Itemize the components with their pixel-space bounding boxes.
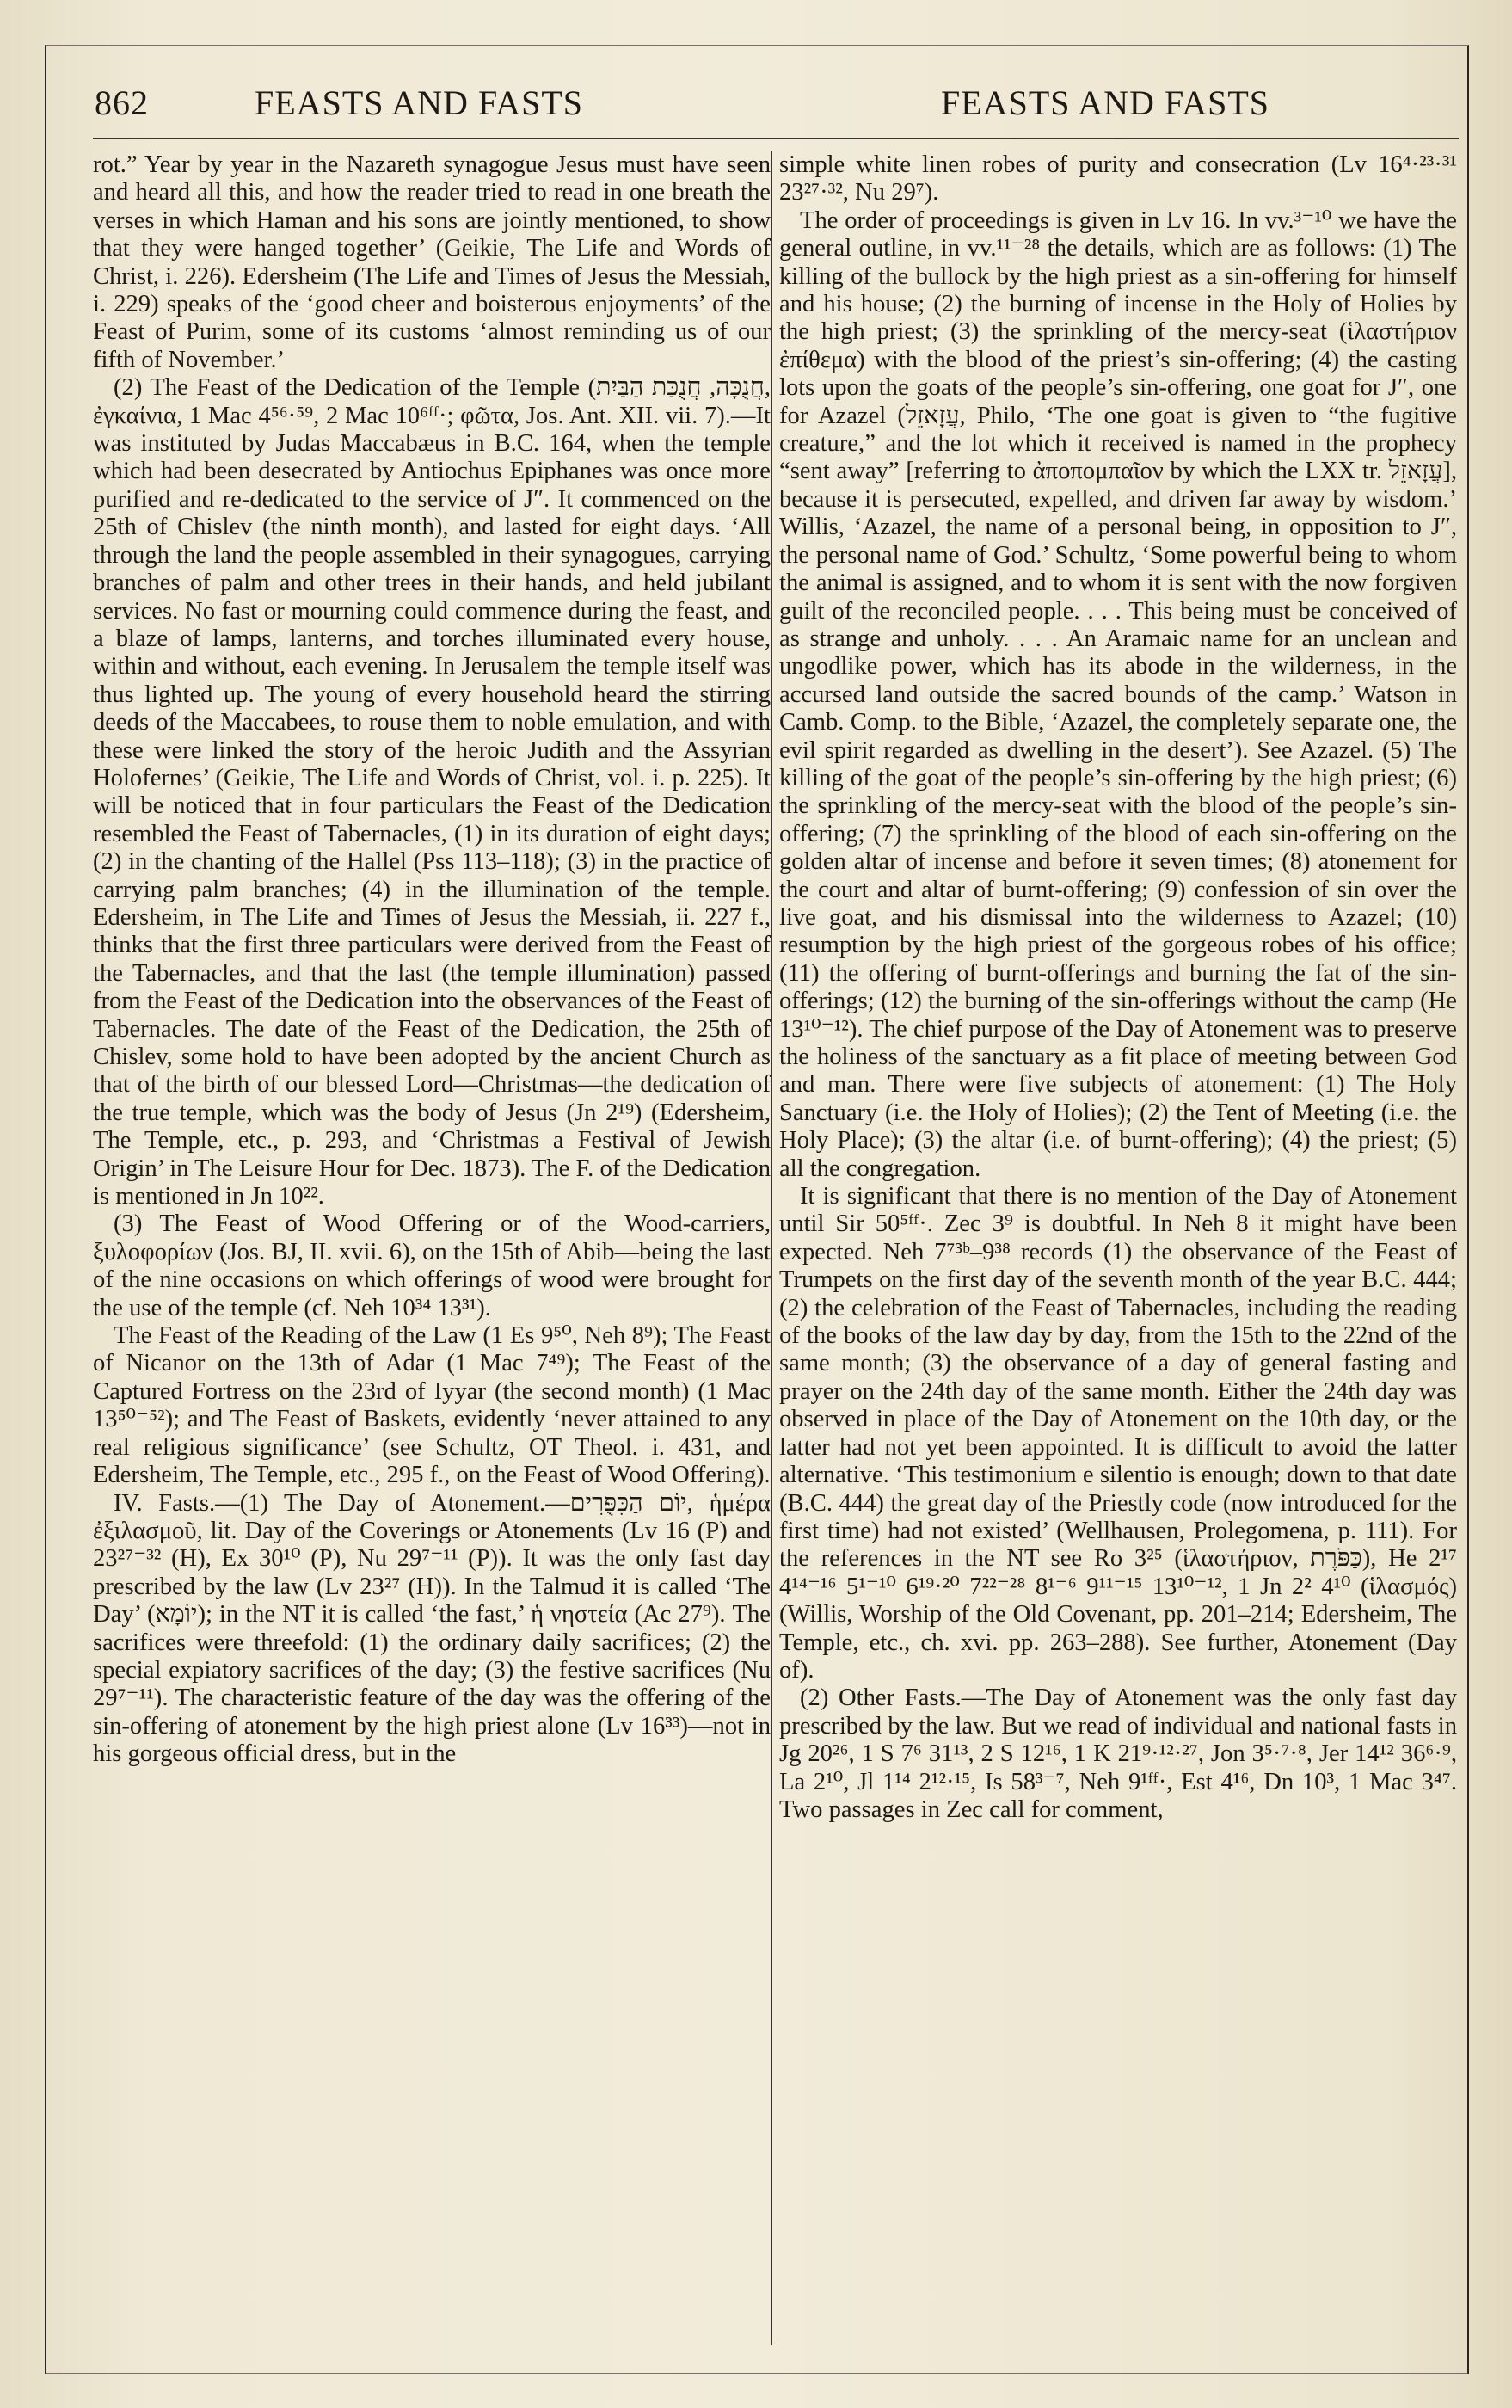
paragraph: It is significant that there is no mention of the Day of Atonement until Sir 50⁵ᶠᶠ·. Zec 3⁹ is doubtful. In Neh 8 it might have been expected. Neh 7⁷³ᵇ–9³⁸ records (1) the observance of the Feast of Trumpets on the first day of the seventh month of the year B.C. 444; (2) the celebration of the Feast of Tabernacles, including the reading of the books of the law day by day, from the 15th to the 22nd of the same month; (3) the observance of a day of general fasting and prayer on the 24th day of the same month. Either the 24th day was observed in place of the Day of Atonement on the 10th day, or the latter had not yet been appointed. It is difficult to avoid the latter alternative. ‘This testimonium e silentio is enough; down to that date (B.C. 444) the great day of the Priestly code (now introduced for the first time) had not existed’ (Wellhausen, Prolegomena, p. 111). For the references in the NT see Ro 3²⁵ (ἱλαστήριον, כַּפֹּרֶת), He 2¹⁷ 4¹⁴⁻¹⁶ 5¹⁻¹⁰ 6¹⁹·²⁰ 7²²⁻²⁸ 8¹⁻⁶ 9¹¹⁻¹⁵ 13¹⁰⁻¹², 1 Jn 2² 4¹⁰ (ἱλασμός) (Willis, Worship of the Old Covenant, pp. 201–214; Edersheim, The Temple, etc., ch. xvi. pp. 263–288). See further, Atonement (Day of). xyxy=(779,1183,1457,1684)
running-title-right: FEASTS AND FASTS xyxy=(941,83,1270,122)
paragraph: The order of proceedings is given in Lv 16. In vv.³⁻¹⁰ we have the general outline, in vv.¹¹⁻²⁸ the details, which are as follows: (1) The killing of the bullock by the high priest as a sin-offering for himself and his house; (2) the burning of incense in the Holy of Holies by the high priest; (3) the sprinkling of the mercy-seat (ἱλαστήριον ἐπίθεμα) with the blood of the priest’s sin-offering; (4) the casting lots upon the goats of the people’s sin-offering, one goat for J″, one for Azazel (עֲזָאזֵל, Philo, ‘The one goat is given to “the fugitive creature,” and the lot which it received is named in the prophecy “sent away” [referring to ἀποπομπαῖον by which the LXX tr. עֲזָאזֵל], because it is persecuted, expelled, and driven far away by wisdom.’ Willis, ‘Azazel, the name of a personal being, in opposition to J″, the personal name of God.’ Schultz, ‘Some powerful being to whom the animal is assigned, and to whom it is sent with the now forgiven guilt of the reconciled people. . . . This being must be conceived of as strange and unholy. . . . An Aramaic name for an unclean and ungodlike power, which has its abode in the wilderness, in the accursed land outside the sacred bounds of the camp.’ Watson in Camb. Comp. to the Bible, ‘Azazel, the completely separate one, the evil spirit regarded as dwelling in the desert’). See Azazel. (5) The killing of the goat of the people’s sin-offering by the high priest; (6) the sprinkling of the mercy-seat with the blood of the people’s sin-offering; (7) the sprinkling of the blood of each sin-offering on the golden altar of incense and before it seven times; (8) atonement for the court and altar of burnt-offering; (9) confession of sin over the live goat, and his dismissal into the wilderness to Azazel; (10) resumption by the high priest of the gorgeous robes of his office; (11) the offering of burnt-offerings and burning the fat of the sin-offerings; (12) the burning of the sin-offerings without the camp (He 13¹⁰⁻¹²). The chief purpose of the Day of Atonement was to preserve the holiness of the sanctuary as a fit place of meeting between God and man. There were five subjects of atonement: (1) The Holy Sanctuary (i.e. the Holy of Holies); (2) the Tent of Meeting (i.e. the Holy Place); (3) the altar (i.e. of burnt-offering); (4) the priest; (5) all the congregation. xyxy=(779,206,1457,1182)
column-divider xyxy=(771,151,772,2345)
page-number: 862 xyxy=(95,83,149,122)
left-column xyxy=(93,151,771,2345)
paragraph: The Feast of the Reading of the Law (1 Es 9⁵⁰, Neh 8⁹); The Feast of Nicanor on the 13th of Adar (1 Mac 7⁴⁹); The Feast of the Captured Fortress on the 23rd of Iyyar (the second month) (1 Mac 13⁵⁰⁻⁵²); and The Feast of Baskets, evidently ‘never attained to any real religious significance’ (see Schultz, OT Theol. i. 431, and Edersheim, The Temple, etc., 295 f., on the Feast of Wood Offering). xyxy=(93,1322,771,1489)
paragraph: (2) The Feast of the Dedication of the Temple (חֲנֻכָּה, חֲנֻכַּת הַבַּיִת, ἐγκαίνια, 1 Mac 4⁵⁶·⁵⁹, 2 Mac 10⁶ᶠᶠ·; φῶτα, Jos. Ant. XII. vii. 7).—It was instituted by Judas Maccabæus in B.C. 164, when the temple which had been desecrated by Antiochus Epiphanes was once more purified and re-dedicated to the service of J″. It commenced on the 25th of Chislev (the ninth month), and lasted for eight days. ‘All through the land the people assembled in their synagogues, carrying branches of palm and other trees in their hands, and held jubilant services. No fast or mourning could commence during the feast, and a blaze of lamps, lanterns, and torches illuminated every house, within and without, each evening. In Jerusalem the temple itself was thus lighted up. The young of every household heard the stirring deeds of the Maccabees, to rouse them to noble emulation, and with these were linked the story of the heroic Judith and the Assyrian Holofernes’ (Geikie, The Life and Words of Christ, vol. i. p. 225). It will be noticed that in four particulars the Feast of the Dedication resembled the Feast of Tabernacles, (1) in its duration of eight days; (2) in the chanting of the Hallel (Pss 113–118); (3) in the practice of carrying palm branches; (4) in the illumination of the temple. Edersheim, in The Life and Times of Jesus the Messiah, ii. 227 f., thinks that the first three particulars were derived from the Feast of the Tabernacles, and that the last (the temple illumination) passed from the Feast of the Dedication into the observances of the Feast of Tabernacles. The date of the Feast of the Dedication, the 25th of Chislev, some hold to have been adopted by the ancient Church as that of the birth of our blessed Lord—Christmas—the dedication of the true temple, which was the body of Jesus (Jn 2¹⁹) (Edersheim, The Temple, etc., p. 293, and ‘Christmas a Festival of Jewish Origin’ in The Leisure Hour for Dec. 1873). The F. of the Dedication is mentioned in Jn 10²². xyxy=(93,374,771,1210)
paragraph: simple white linen robes of purity and consecration (Lv 16⁴·²³·³¹ 23²⁷·³², Nu 29⁷). xyxy=(779,151,1457,206)
running-header xyxy=(0,71,1512,131)
running-title-left: FEASTS AND FASTS xyxy=(255,83,584,122)
paragraph: (2) Other Fasts.—The Day of Atonement was the only fast day prescribed by the law. But we read of individual and national fasts in Jg 20²⁶, 1 S 7⁶ 31¹³, 2 S 12¹⁶, 1 K 21⁹·¹²·²⁷, Jon 3⁵·⁷·⁸, Jer 14¹² 36⁶·⁹, La 2¹⁰, Jl 1¹⁴ 2¹²·¹⁵, Is 58³⁻⁷, Neh 9¹ᶠᶠ·, Est 4¹⁶, Dn 10³, 1 Mac 3⁴⁷. Two passages in Zec call for comment, xyxy=(779,1684,1457,1823)
right-column xyxy=(779,151,1457,2345)
paragraph: rot.” Year by year in the Nazareth synagogue Jesus must have seen and heard all this, and how the reader tried to read in one breath the verses in which Haman and his sons are jointly mentioned, to show that they were hanged together’ (Geikie, The Life and Words of Christ, i. 226). Edersheim (The Life and Times of Jesus the Messiah, i. 229) speaks of the ‘good cheer and boisterous enjoyments’ of the Feast of Purim, some of its customs ‘almost reminding us of our fifth of November.’ xyxy=(93,151,771,373)
paragraph: IV. Fasts.—(1) The Day of Atonement.—יוֹם הַכִּפֻּרִים, ἡμέρα ἐξιλασμοῦ, lit. Day of the Coverings or Atonements (Lv 16 (P) and 23²⁷⁻³² (H), Ex 30¹⁰ (P), Nu 29⁷⁻¹¹ (P)). It was the only fast day prescribed by the law (Lv 23²⁷ (H)). In the Talmud it is called ‘The Day’ (יוֹמָא); in the NT it is called ‘the fast,’ ἡ νηστεία (Ac 27⁹). The sacrifices were threefold: (1) the ordinary daily sacrifices; (2) the special expiatory sacrifices of the day; (3) the festive sacrifices (Nu 29⁷⁻¹¹). The characteristic feature of the day was the offering of the sin-offering of atonement by the high priest alone (Lv 16³³)—not in his gorgeous official dress, but in the xyxy=(93,1489,771,1768)
paragraph: (3) The Feast of Wood Offering or of the Wood-carriers, ξυλοφορίων (Jos. BJ, II. xvii. 6), on the 15th of Abib—being the last of the nine occasions on which offerings of wood were brought for the use of the temple (cf. Neh 10³⁴ 13³¹). xyxy=(93,1210,771,1321)
header-rule xyxy=(93,138,1459,139)
